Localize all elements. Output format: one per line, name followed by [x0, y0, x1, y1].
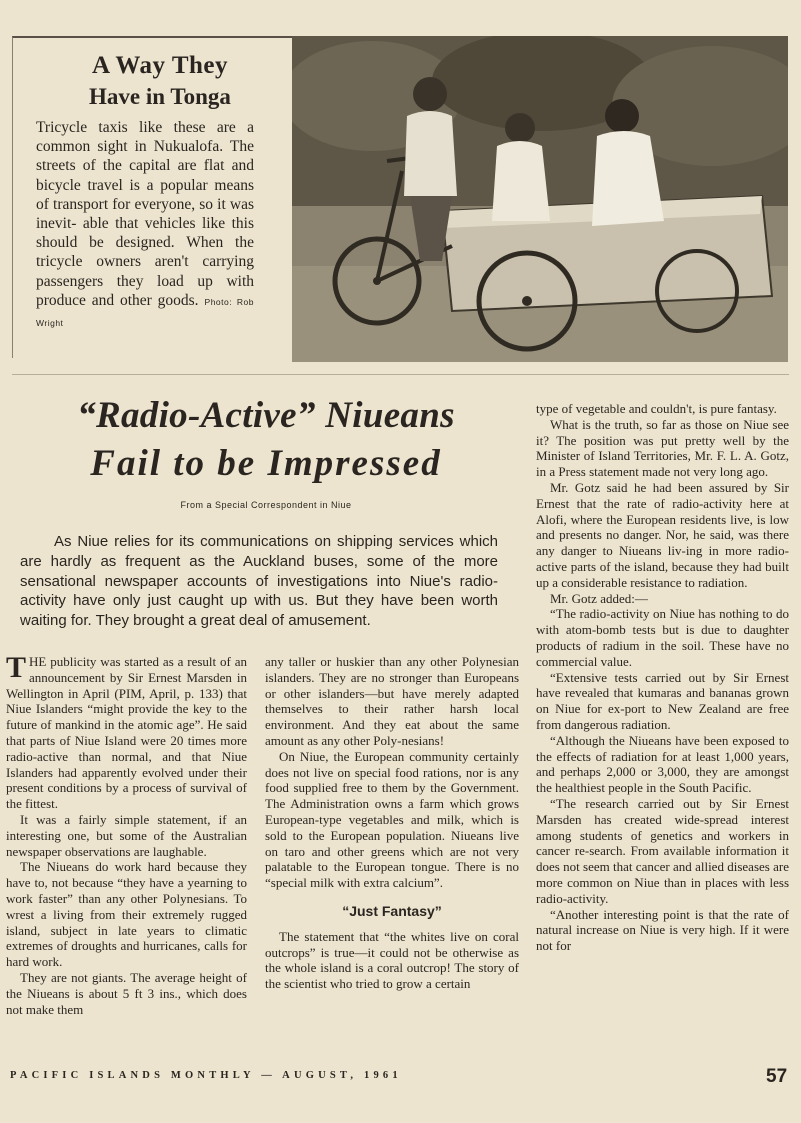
sidebar-title-line2: Have in Tonga	[89, 84, 231, 109]
col2-paragraph-2: On Niue, the European community certainly does not live on special food rations, nor is any food supplied free to them by the Government. The Administration owns a farm which grows European-type vegetables and milk, which is sold to the European population. Niueans live on taro and other greens which are not very palatable to the European tongue. There is no “special milk with extra calcium”.	[265, 748, 519, 891]
article-byline: From a Special Correspondent in Niue	[180, 500, 352, 510]
running-footer: PACIFIC ISLANDS MONTHLY — AUGUST, 1961	[10, 1070, 402, 1081]
col3-paragraph-8: “The research carried out by Sir Ernest Marsden has created wide-spread interest among students of genetics and workers in cancer re-search. From available information it does not seem that cancer and allied diseases are more common on Niue than in places with less radio-activity.	[536, 795, 789, 906]
section-divider	[12, 374, 789, 375]
col3-paragraph-6: “Extensive tests carried out by Sir Ernest have revealed that kumaras and bananas grown on Niue for ex-port to New Zealand are free from dangerous radiation.	[536, 669, 789, 732]
col1-paragraph-2: It was a fairly simple statement, if an interesting one, but some of the Australian newspaper observations are laughable.	[6, 811, 247, 859]
col3-paragraph-5: “The radio-activity on Niue has nothing to do with atom-bomb tests but is due to daughter products of radium in the soil. These have no commercial value.	[536, 606, 789, 669]
col1-paragraph-4: They are not giants. The average height of the Niueans is about 5 ft 3 ins., which does not make them	[6, 969, 247, 1017]
col3-paragraph-9: “Another interesting point is that the rate of natural increase on Niue is very high. If it were not for	[536, 906, 789, 954]
intro-paragraph: As Niue relies for its communications on shipping services which are hardly as frequent as the Auckland buses, some of the more sensational newspaper accounts of investigations into Niue's radio-activity have only just caught up with us. But they have been worth waiting for. They brought a great deal of amusement.	[20, 533, 498, 630]
article-subhead: “Just Fantasy”	[342, 902, 442, 919]
article-column-3	[536, 401, 789, 954]
col3-paragraph-4: Mr. Gotz added:—	[550, 590, 648, 606]
col3-paragraph-3: Mr. Gotz said he had been assured by Sir Ernest that the rate of radio-activity here at Alofi, where the European residents live, is low and presents no danger. Nor, he said, was there any danger to Niueans liv-ing in more radio-active parts of the island, because they had built up a considerable resistance to radiation.	[536, 479, 789, 590]
col3-paragraph-2: What is the truth, so far as those on Niue see it? The position was put pretty well by the Minister of Island Territories, Mr. F. L. A. Gotz, in a Press statement made not very long ago.	[536, 416, 789, 480]
photo-credit: Photo: Rob Wright	[36, 296, 255, 329]
photo-illustration	[292, 36, 788, 362]
col3-paragraph-7: “Although the Niueans have been exposed to the effects of radiation for at least 1,000 years, and perhaps 2,000 or 3,000, they are amongst the healthiest people in the South Pacific.	[536, 732, 789, 796]
article-headline-line2: Fail to be Impressed	[90, 443, 442, 484]
article-column-2	[265, 654, 519, 992]
drop-cap: T	[6, 651, 27, 684]
col1-paragraph-1-text: HE publicity was started as a result of an announcement by Sir Ernest Marsden in Wellington in April (PIM, April, p. 133) that Niue Islanders “might provide the key to the future of mankind in the atomic age”. He said that parts of Niue Island were 20 times more radio-active than normal, and that Niue Islanders had apparently evolved under their present conditions by a process of survival of the fittest.	[6, 654, 247, 812]
tricycle-taxi-photo	[292, 36, 788, 362]
article-intro	[20, 532, 498, 631]
sidebar-caption	[36, 118, 254, 333]
sidebar-title-line1: A Way They	[91, 52, 229, 79]
article-headline-line1: “Radio-Active” Niueans	[77, 395, 455, 436]
col2-paragraph-3: The statement that “the whites live on coral outcrops” is true—it could not be otherwise as the whole island is a coral outcrop! The story of the scientist who tried to grow a certain	[265, 928, 519, 992]
col3-paragraph-1: type of vegetable and couldn't, is pure fantasy.	[536, 401, 777, 416]
col1-paragraph-3: The Niueans do work hard because they have to, not because “they have a yearning to work faster” than any other Polynesians. To wrest a living from their extremely rugged island, subject in late years to climatic extremes of droughts and hurricanes, calls for hard work.	[6, 859, 247, 970]
sidebar-caption-text: Tricycle taxis like these are a common sight in Nukualofa. The streets of the capital are flat and bicycle travel is a popular means of transport for everyone, so it was inevit- able that vehicles like this should be designed. When the tricycle owners aren't carrying passengers they load up with produce and other goods.	[36, 119, 254, 309]
article-column-1	[6, 651, 247, 1017]
col1-paragraph-1	[6, 651, 247, 812]
page-number: 57	[766, 1066, 788, 1087]
col2-paragraph-1: any taller or huskier than any other Polynesian islanders. They are no stronger than Europeans or other islanders—but have merely adapted themselves to their rather harsh local environment. And they eat about the same amount as any other Poly-nesians!	[265, 654, 519, 748]
